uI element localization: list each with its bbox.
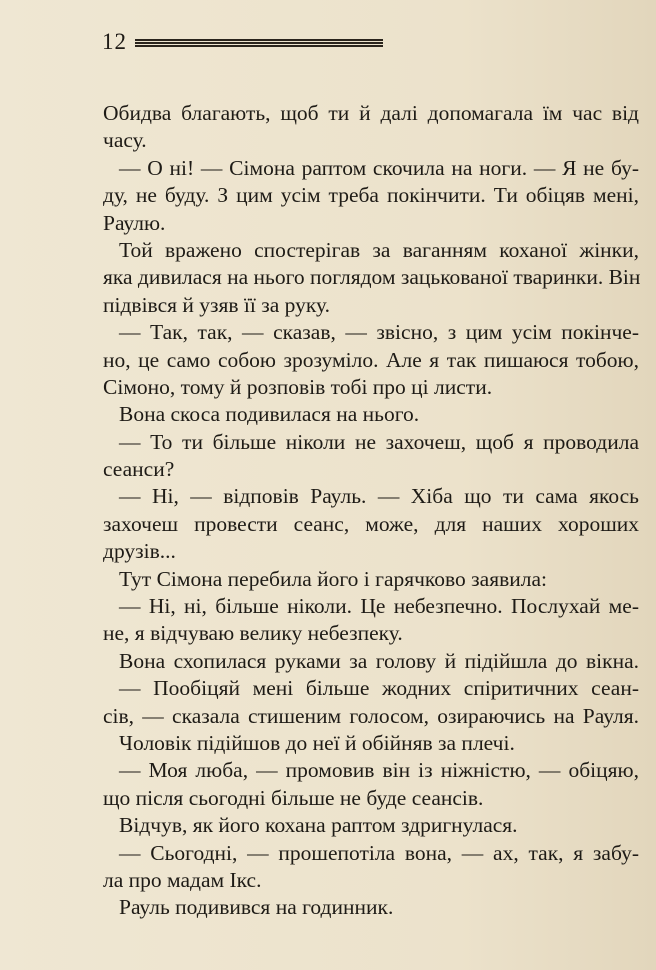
text-line: — Сьогодні, — прошепотіла вона, — ах, так, я забу- — [119, 840, 639, 865]
text-line: но, це само собою зрозуміло. Але я так пишаюся тобою, — [103, 347, 639, 372]
text-line: Вона схопилася руками за голову й підійшла до вікна. — [119, 648, 639, 673]
text-line: що після сьогодні більше не буде сеансів. — [103, 785, 484, 810]
text-line: Вона скоса подивилася на нього. — [119, 402, 420, 427]
text-line: ла про мадам Ікс. — [103, 867, 262, 892]
text-line: ду, не буду. З цим усім треба покінчити. Ти обіцяв мені, — [103, 183, 639, 208]
text-line: Раулю. — [103, 210, 166, 235]
text-line: — О ні! — Сімона раптом скочила на ноги. — Я не бу- — [119, 155, 639, 180]
text-line: — Пообіцяй мені більше жодних спіритичних сеан- — [119, 676, 639, 701]
text-line: Чоловік підійшов до неї й обійняв за плечі. — [119, 730, 515, 755]
text-line: — Моя люба, — промовив він із ніжністю, — обіцяю, — [119, 758, 639, 783]
text-line: Той вражено спостерігав за ваганням коханої жінки, — [119, 237, 639, 262]
text-line: Рауль подивився на годинник. — [119, 895, 394, 920]
text-line: — Так, так, — сказав, — звісно, з цим усім покінче- — [119, 320, 639, 345]
text-line: не, я відчуваю велику небезпеку. — [103, 621, 403, 646]
text-line: сів, — сказала стишеним голосом, озираючись на Рауля. — [103, 703, 639, 728]
text-line: Сімоно, тому й розповів тобі про ці листи. — [103, 374, 493, 399]
text-line: — Ні, ні, більше ніколи. Це небезпечно. Послухай ме- — [119, 594, 639, 619]
text-line: підвівся й узяв її за руку. — [103, 292, 330, 317]
text-line: Обидва благають, щоб ти й далі допомагала їм час від — [103, 101, 639, 125]
text-line: — Ні, — відповів Рауль. — Хіба що ти сама якось — [119, 484, 639, 509]
page-number: 12 — [102, 29, 127, 54]
text-line: яка дивилася на нього поглядом зацькованої тваринки. Він — [103, 265, 641, 290]
header-rule — [135, 39, 383, 50]
text-line: часу. — [103, 128, 147, 153]
text-line: Відчув, як його кохана раптом здригнулася. — [119, 813, 518, 838]
text-line: захочеш провести сеанс, може, для наших хороших — [103, 511, 639, 536]
text-line: друзів... — [103, 539, 176, 564]
text-line: Тут Сімона перебила його і гарячково заявила: — [119, 566, 547, 591]
text-line: сеанси? — [103, 457, 175, 482]
body-text — [103, 100, 639, 922]
text-line: — То ти більше ніколи не захочеш, щоб я проводила — [119, 429, 639, 454]
